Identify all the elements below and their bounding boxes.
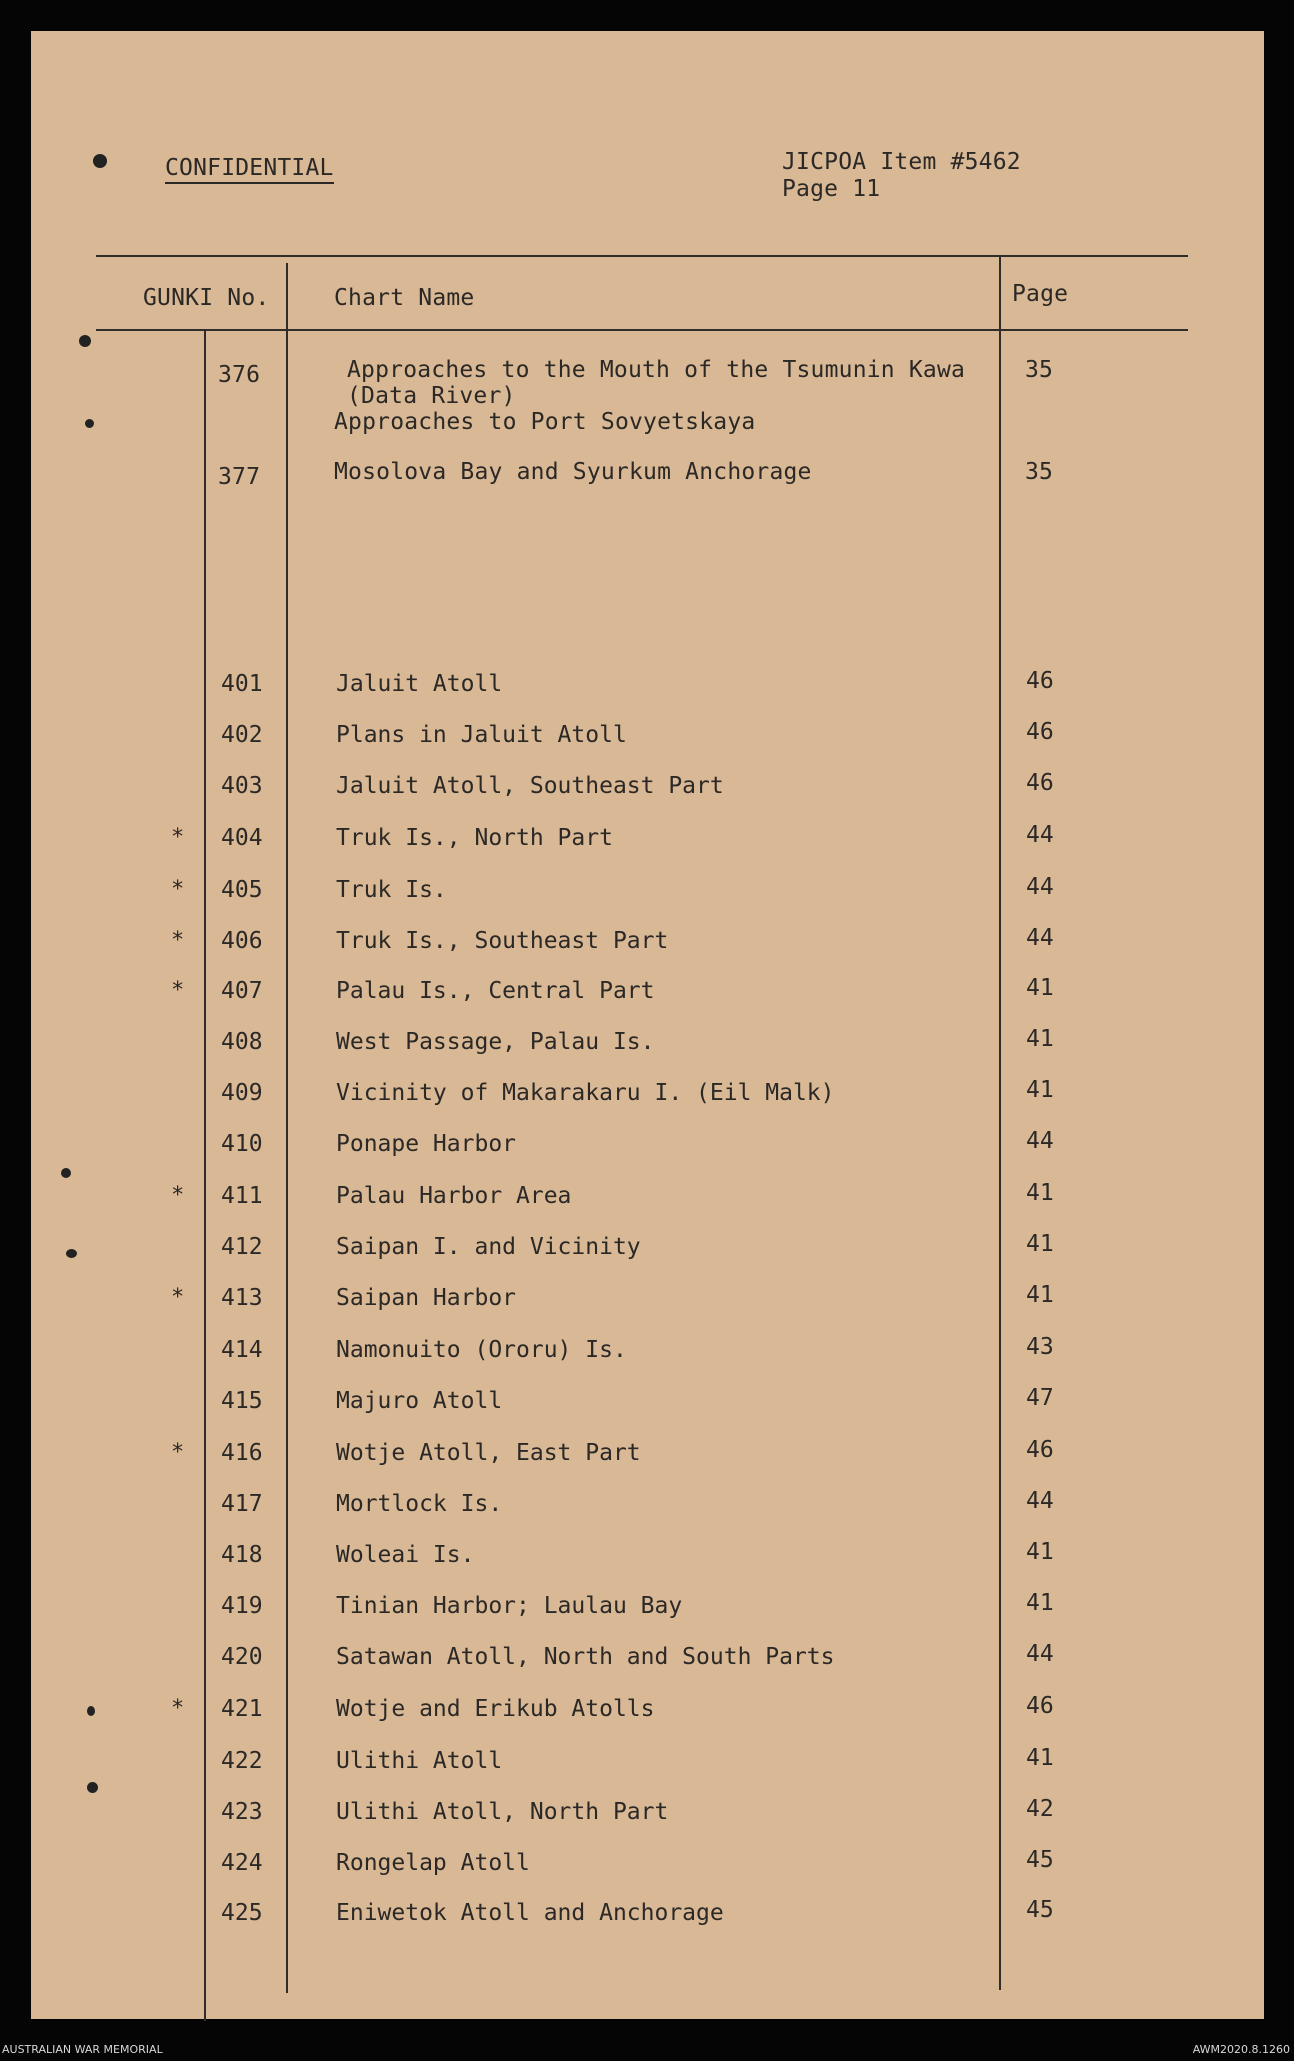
entry-page: 44 [1026, 925, 1054, 951]
entry-page: 35 [1025, 357, 1054, 383]
entry-number: 408 [221, 1029, 263, 1055]
entry-name: Palau Is., Central Part [336, 978, 655, 1004]
table-row [31, 1641, 1264, 1684]
entry-number: 404 [221, 825, 263, 851]
entry-page: 44 [1026, 822, 1054, 848]
table-row [31, 1796, 1264, 1839]
table-row [31, 668, 1264, 711]
table-row [31, 1488, 1264, 1531]
entry-page: 46 [1026, 668, 1054, 694]
table-row [31, 1693, 1264, 1736]
entry-number: 416 [221, 1440, 263, 1466]
entry-page: 41 [1026, 1745, 1054, 1771]
entry-name: Approaches to Port Sovyetskaya [334, 409, 756, 435]
entry-name: Rongelap Atoll [336, 1850, 530, 1876]
entry-name: Saipan I. and Vicinity [336, 1234, 641, 1260]
entry-name: Eniwetok Atoll and Anchorage [336, 1900, 724, 1926]
document-page [31, 31, 1264, 2019]
entry-name: Namonuito (Ororu) Is. [336, 1337, 627, 1363]
table-row [31, 1231, 1264, 1274]
entry-number: 417 [221, 1491, 263, 1517]
entry-number: 423 [221, 1799, 263, 1825]
entry-number: 414 [221, 1337, 263, 1363]
table-row [31, 1334, 1264, 1377]
starred-marker: * [171, 1183, 185, 1208]
entry-name: Ulithi Atoll, North Part [336, 1799, 669, 1825]
table-row [31, 1590, 1264, 1633]
entry-number: 377 [218, 464, 261, 490]
entry-number: 419 [221, 1593, 263, 1619]
column-header-gunki: GUNKI No. [143, 285, 270, 311]
starred-marker: * [171, 825, 185, 850]
entry-page: 44 [1026, 1641, 1054, 1667]
entry-number: 410 [221, 1131, 263, 1157]
entry-page: 46 [1026, 1437, 1054, 1463]
entry-name: Satawan Atoll, North and South Parts [336, 1644, 835, 1670]
entry-page: 41 [1026, 1026, 1054, 1052]
entry-number: 422 [221, 1748, 263, 1774]
entry-number: 402 [221, 722, 263, 748]
entry-name: Plans in Jaluit Atoll [336, 722, 627, 748]
table-row [31, 822, 1264, 865]
table-row [31, 1026, 1264, 1069]
entry-name: (Data River) [347, 383, 516, 409]
entry-page: 47 [1026, 1385, 1054, 1411]
entry-page: 43 [1026, 1334, 1054, 1360]
table-row [31, 1077, 1264, 1120]
table-top-rule [96, 255, 1188, 257]
entry-number: 415 [221, 1388, 263, 1414]
entry-number: 413 [221, 1285, 263, 1311]
entry-name: Woleai Is. [336, 1542, 475, 1568]
punch-hole-mark [85, 419, 94, 428]
punch-hole-mark [61, 1168, 71, 1178]
entry-page: 45 [1026, 1897, 1054, 1923]
punch-hole-mark [93, 154, 107, 168]
footer-institution: AUSTRALIAN WAR MEMORIAL [2, 2043, 163, 2056]
table-row [31, 975, 1264, 1018]
entry-name: Ulithi Atoll [336, 1748, 503, 1774]
table-row [31, 1128, 1264, 1171]
entry-page: 44 [1026, 1128, 1054, 1154]
starred-marker: * [171, 1440, 185, 1465]
column-header-chart-name: Chart Name [334, 285, 475, 311]
column-header-page: Page [1012, 281, 1069, 307]
table-row [31, 1897, 1264, 1940]
table-row [31, 1180, 1264, 1223]
table-row [31, 1539, 1264, 1582]
entry-number: 376 [218, 362, 261, 388]
entry-number: 409 [221, 1080, 263, 1106]
entry-page: 41 [1026, 1077, 1054, 1103]
entry-name: Truk Is., Southeast Part [336, 928, 669, 954]
entry-page: 46 [1026, 1693, 1054, 1719]
entry-name: Vicinity of Makarakaru I. (Eil Malk) [336, 1080, 835, 1106]
punch-hole-mark [66, 1249, 77, 1258]
entry-number: 424 [221, 1850, 263, 1876]
page-number: Page 11 [782, 176, 881, 202]
entry-number: 407 [221, 978, 263, 1004]
entry-name: Approaches to the Mouth of the Tsumunin Kawa [347, 357, 966, 383]
entry-number: 406 [221, 928, 263, 954]
punch-hole-mark [87, 1706, 95, 1716]
table-row [31, 1745, 1264, 1788]
punch-hole-mark [79, 335, 91, 347]
entry-page: 41 [1026, 1231, 1054, 1257]
entry-name: Truk Is. [336, 877, 447, 903]
entry-name: Tinian Harbor; Laulau Bay [336, 1593, 683, 1619]
entry-number: 403 [221, 773, 263, 799]
entry-name: Jaluit Atoll [336, 671, 503, 697]
entry-number: 401 [221, 671, 263, 697]
entry-page: 44 [1026, 1488, 1054, 1514]
entry-name: Truk Is., North Part [336, 825, 613, 851]
entry-number: 412 [221, 1234, 263, 1260]
entry-page: 46 [1026, 719, 1054, 745]
entry-page: 44 [1026, 874, 1054, 900]
starred-marker: * [171, 1285, 185, 1310]
entry-page: 41 [1026, 1180, 1054, 1206]
classification-label: CONFIDENTIAL [165, 155, 334, 184]
table-row [31, 1385, 1264, 1428]
table-row [31, 925, 1264, 968]
entry-number: 411 [221, 1183, 263, 1209]
entry-number: 425 [221, 1900, 263, 1926]
entry-name: West Passage, Palau Is. [336, 1029, 655, 1055]
entry-page: 46 [1026, 770, 1054, 796]
starred-marker: * [171, 928, 185, 953]
entry-name: Ponape Harbor [336, 1131, 517, 1157]
entry-page: 45 [1026, 1847, 1054, 1873]
table-row [31, 1437, 1264, 1480]
entry-number: 405 [221, 877, 263, 903]
punch-hole-mark [87, 1782, 98, 1793]
entry-page: 41 [1026, 975, 1054, 1001]
starred-marker: * [171, 877, 185, 902]
table-row [31, 770, 1264, 813]
table-row [31, 874, 1264, 917]
entry-name: Wotje and Erikub Atolls [336, 1696, 655, 1722]
item-number: JICPOA Item #5462 [782, 149, 1021, 175]
entry-number: 420 [221, 1644, 263, 1670]
entry-number: 421 [221, 1696, 263, 1722]
entry-page: 41 [1026, 1539, 1054, 1565]
entry-page: 41 [1026, 1282, 1054, 1308]
table-row [31, 1847, 1264, 1890]
entry-page: 41 [1026, 1590, 1054, 1616]
entry-name: Mosolova Bay and Syurkum Anchorage [334, 459, 812, 485]
table-header-rule [96, 329, 1188, 331]
entry-page: 42 [1026, 1796, 1054, 1822]
entry-name: Majuro Atoll [336, 1388, 503, 1414]
table-row [31, 1282, 1264, 1325]
entry-name: Palau Harbor Area [336, 1183, 572, 1209]
entry-name: Mortlock Is. [336, 1491, 503, 1517]
table-row [31, 719, 1264, 762]
entry-page: 35 [1025, 459, 1054, 485]
starred-marker: * [171, 978, 185, 1003]
starred-marker: * [171, 1696, 185, 1721]
entry-name: Saipan Harbor [336, 1285, 517, 1311]
footer-reference: AWM2020.8.1260 [1192, 2043, 1290, 2056]
entry-name: Jaluit Atoll, Southeast Part [336, 773, 724, 799]
entry-number: 418 [221, 1542, 263, 1568]
entry-name: Wotje Atoll, East Part [336, 1440, 641, 1466]
